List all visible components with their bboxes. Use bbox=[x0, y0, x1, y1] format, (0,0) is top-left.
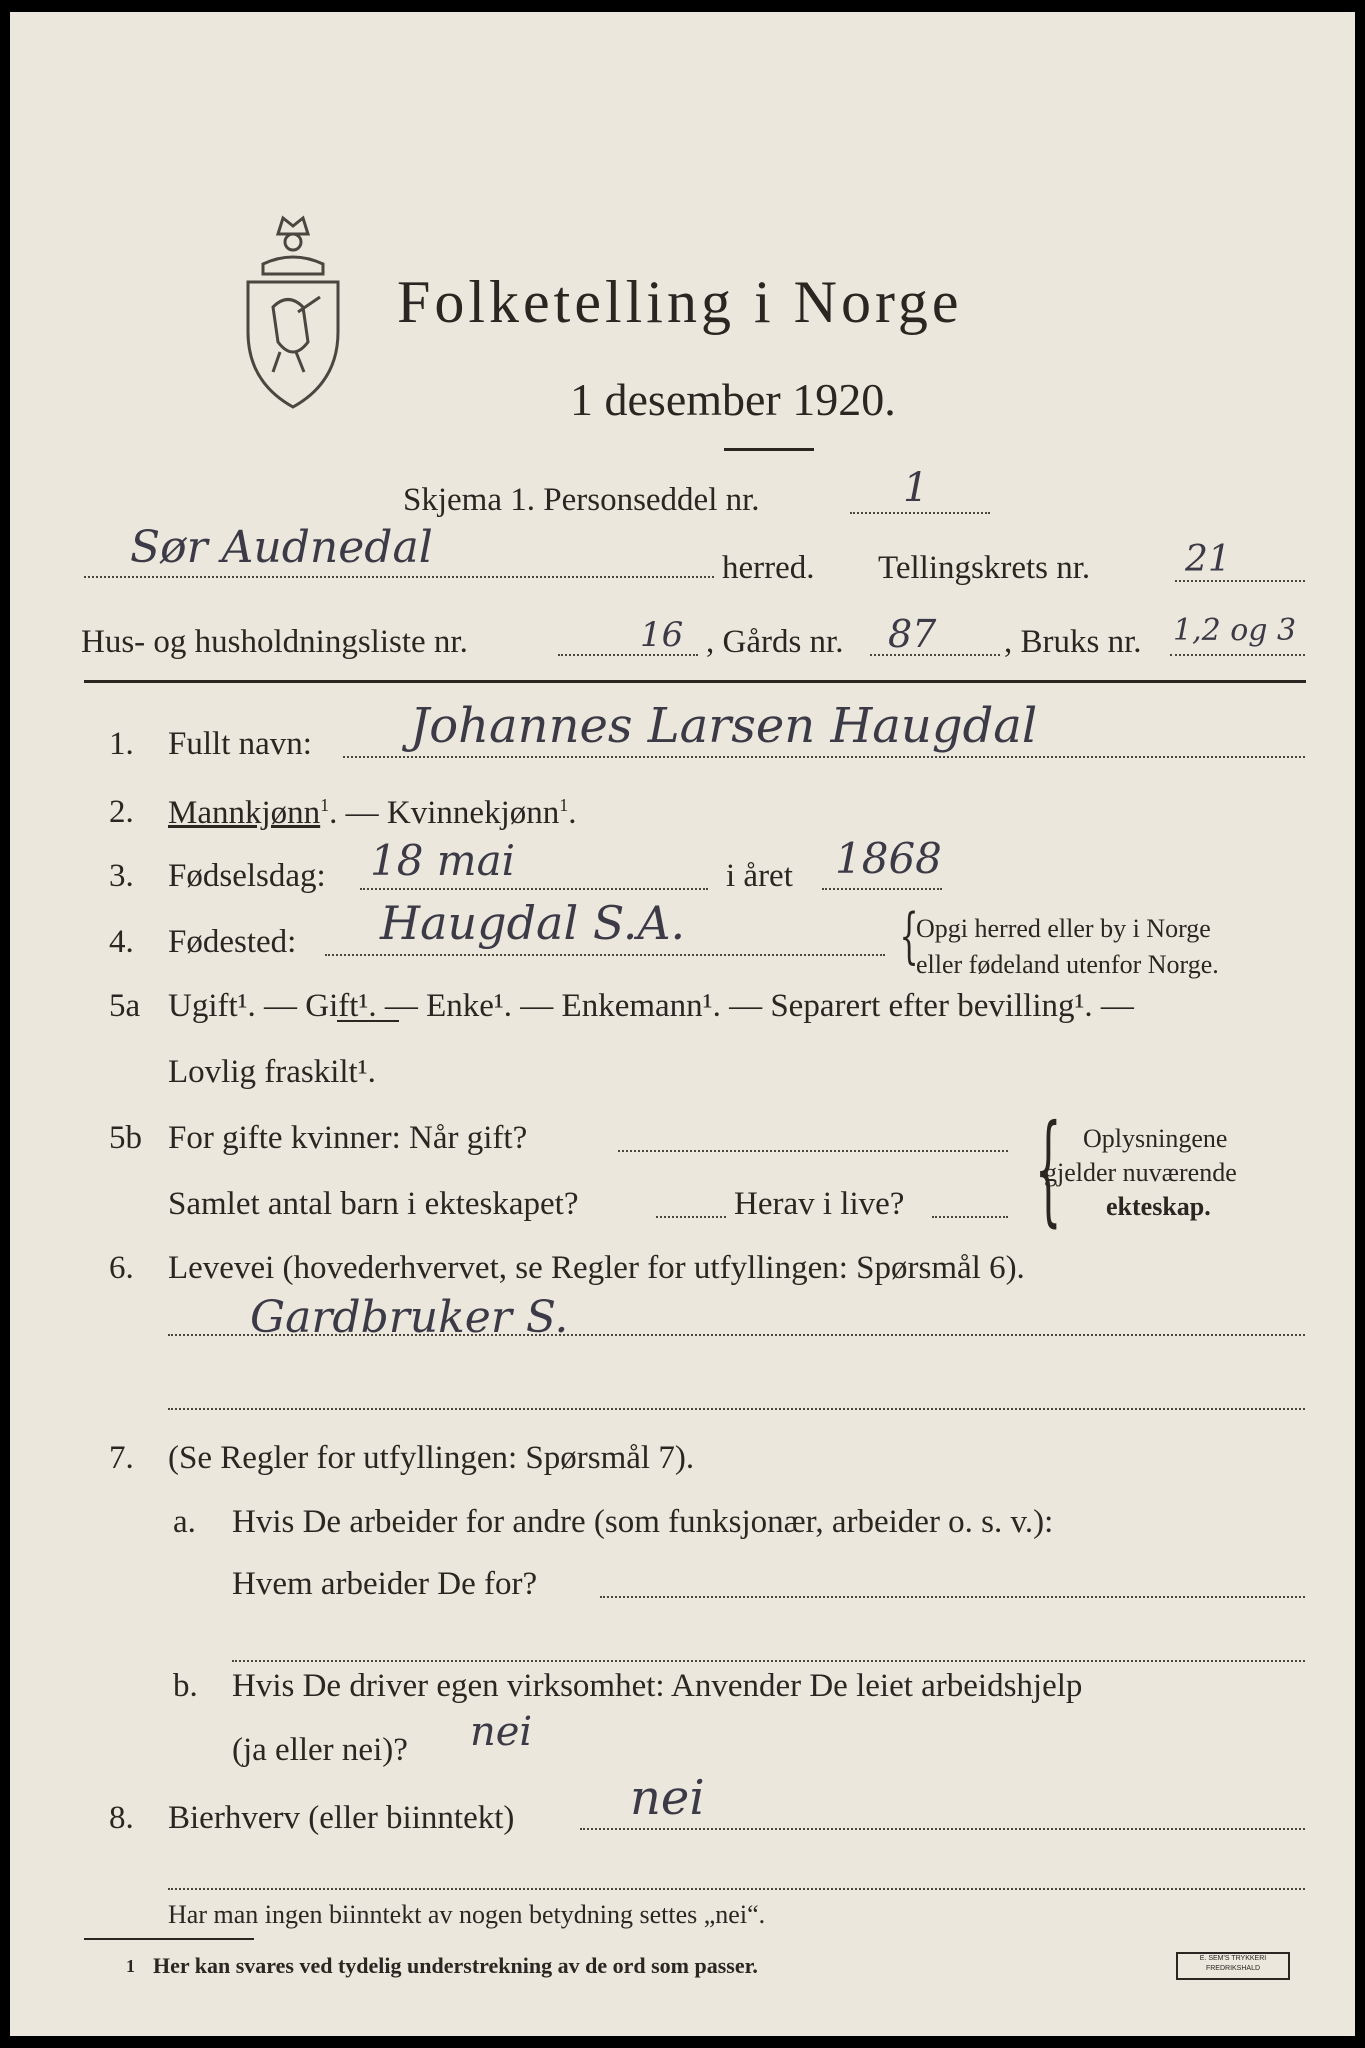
q6-label: Levevei (hovederhvervet, se Regler for utfyllingen: Spørsmål 6). bbox=[168, 1250, 1025, 1286]
q6-occupation-value[interactable]: Gardbruker S. bbox=[250, 1292, 569, 1343]
q5a-gift-underline bbox=[337, 1020, 399, 1022]
q7a-line2: Hvem arbeider De for? bbox=[232, 1566, 538, 1602]
q1-fullname-value[interactable]: Johannes Larsen Haugdal bbox=[410, 698, 1038, 754]
footnote-text: Her kan svares ved tydelig understrekning av de ord som passer. bbox=[153, 1953, 758, 1978]
q6-line2 bbox=[168, 1408, 1305, 1410]
herred-label: herred. bbox=[722, 550, 815, 586]
q5b-note-line3: ekteskap. bbox=[1106, 1192, 1211, 1221]
q2-sep: . — bbox=[329, 795, 387, 831]
q7a-line1: Hvis De arbeider for andre (som funksjonær, arbeider o. s. v.): bbox=[232, 1504, 1054, 1540]
q2-end: . bbox=[568, 795, 577, 831]
q5b-note-line1: Oplysningene bbox=[1083, 1124, 1228, 1153]
footnote-number: 1 bbox=[126, 1956, 135, 1976]
q2-female-option[interactable]: Kvinnekjønn bbox=[386, 795, 560, 831]
herred-value[interactable]: Sør Audnedal bbox=[130, 522, 433, 573]
gards-value[interactable]: 87 bbox=[888, 612, 937, 656]
q3-line bbox=[360, 888, 708, 890]
q8-label: Bierhverv (eller biinntekt) bbox=[168, 1800, 515, 1836]
q7-number: 7. bbox=[109, 1440, 134, 1476]
title-divider bbox=[724, 448, 814, 451]
q5b-children-line bbox=[656, 1216, 726, 1218]
bruks-label: , Bruks nr. bbox=[1004, 624, 1142, 660]
q4-note-line1: Opgi herred eller by i Norge bbox=[916, 914, 1211, 943]
q6-number: 6. bbox=[109, 1250, 134, 1286]
q8-line bbox=[580, 1828, 1305, 1830]
q8-line-extra bbox=[168, 1888, 1305, 1890]
q2-male-option[interactable]: Mannkjønn bbox=[168, 795, 321, 831]
norwegian-coat-of-arms-icon bbox=[238, 212, 348, 412]
section-divider bbox=[84, 680, 1306, 683]
q4-label: Fødested: bbox=[168, 924, 297, 960]
skjema-label: Skjema 1. Personseddel nr. bbox=[403, 482, 760, 518]
q1-line bbox=[343, 756, 1305, 758]
q7-label: (Se Regler for utfyllingen: Spørsmål 7). bbox=[168, 1440, 695, 1476]
q4-birthplace-value[interactable]: Haugdal S.A. bbox=[380, 896, 686, 950]
q5a-number: 5a bbox=[109, 988, 141, 1024]
q3-label: Fødselsdag: bbox=[168, 858, 326, 894]
tellingskrets-line bbox=[1175, 580, 1305, 582]
q4-line bbox=[325, 954, 885, 956]
q5b-note-line2: gjelder nuværende bbox=[1044, 1158, 1237, 1187]
q5b-alive-line bbox=[932, 1216, 1008, 1218]
q3-year-label: i året bbox=[726, 858, 793, 894]
q4-note-brace: { bbox=[899, 901, 919, 971]
q1-number: 1. bbox=[109, 726, 134, 762]
q5a-options-line2[interactable]: Lovlig fraskilt¹. bbox=[168, 1054, 376, 1090]
form-title: Folketelling i Norge bbox=[397, 269, 963, 335]
q4-note-line2: eller fødeland utenfor Norge. bbox=[916, 950, 1219, 979]
personseddel-line bbox=[850, 512, 990, 514]
q7a-line bbox=[600, 1596, 1305, 1598]
footnote-rule bbox=[84, 1938, 254, 1940]
bruks-value[interactable]: 1,2 og 3 bbox=[1173, 613, 1297, 648]
q5b-line2a: Samlet antal barn i ekteskapet? bbox=[168, 1186, 579, 1222]
printer-stamp bbox=[1176, 1952, 1290, 1980]
census-date: 1 desember 1920. bbox=[570, 374, 896, 425]
q3-year-line bbox=[822, 888, 942, 890]
q5b-number: 5b bbox=[109, 1120, 142, 1156]
hus-label: Hus- og husholdningsliste nr. bbox=[81, 624, 468, 660]
footer-note: Har man ingen biinntekt av nogen betydning settes „nei“. bbox=[168, 1900, 766, 1929]
q5b-line2b: Herav i live? bbox=[734, 1186, 905, 1222]
tellingskrets-value[interactable]: 21 bbox=[1185, 539, 1231, 580]
q7a-number: a. bbox=[173, 1504, 196, 1540]
personseddel-value[interactable]: 1 bbox=[903, 465, 929, 511]
gards-label: , Gårds nr. bbox=[706, 624, 844, 660]
q5b-married-line bbox=[618, 1150, 1008, 1152]
q5a-options-line1[interactable]: Ugift¹. — Gift¹. — Enke¹. — Enkemann¹. — Separert efter bevilling¹. — bbox=[168, 988, 1134, 1024]
q2-sup: 1 bbox=[320, 795, 330, 815]
q7a-line-extra bbox=[232, 1660, 1305, 1662]
q3-number: 3. bbox=[109, 858, 134, 894]
q2-gender bbox=[168, 796, 577, 830]
q2-number: 2. bbox=[109, 794, 134, 830]
q5b-note-brace: { bbox=[1034, 1100, 1062, 1239]
herred-line bbox=[84, 576, 714, 578]
q7b-line1: Hvis De driver egen virksomhet: Anvender De leiet arbeidshjelp bbox=[232, 1668, 1083, 1704]
census-form bbox=[10, 12, 1355, 2036]
hus-value[interactable]: 16 bbox=[640, 615, 684, 655]
q7b-number: b. bbox=[173, 1668, 198, 1704]
q7b-line2: (ja eller nei)? bbox=[232, 1732, 408, 1768]
q2-sup-2: 1 bbox=[559, 795, 569, 815]
q1-label: Fullt navn: bbox=[168, 726, 312, 762]
q7b-value[interactable]: nei bbox=[470, 1709, 533, 1755]
tellingskrets-label: Tellingskrets nr. bbox=[878, 550, 1091, 586]
q5b-line1: For gifte kvinner: Når gift? bbox=[168, 1120, 528, 1156]
bruks-line bbox=[1170, 654, 1305, 656]
q3-birthday-value[interactable]: 18 mai bbox=[370, 836, 516, 885]
q8-number: 8. bbox=[109, 1800, 134, 1836]
q8-value[interactable]: nei bbox=[630, 1770, 705, 1826]
q3-year-value[interactable]: 1868 bbox=[835, 834, 942, 883]
printer-stamp-text: E. SEM'S TRYKKERI FREDRIKSHALD bbox=[1199, 1955, 1267, 1972]
q4-number: 4. bbox=[109, 924, 134, 960]
